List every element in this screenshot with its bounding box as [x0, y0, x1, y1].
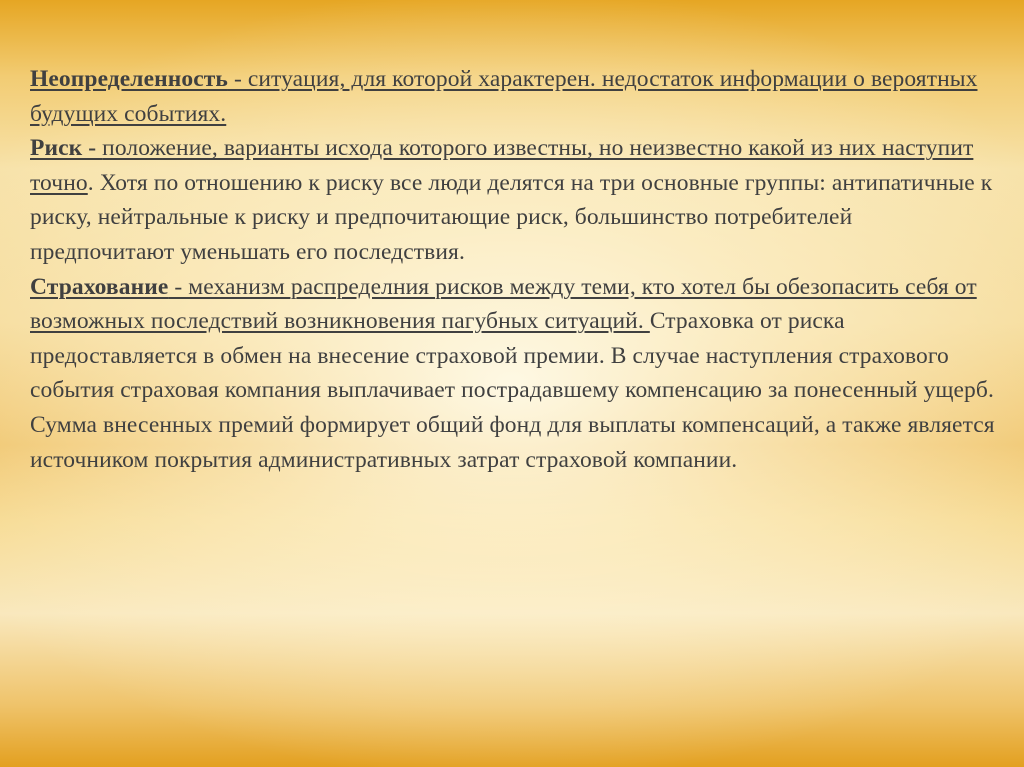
paragraph-risk: [30, 131, 1002, 269]
definition-uncertainty: - ситуация, для которой характерен. недостаток информации о вероятных будущих событиях.: [30, 66, 978, 127]
rest-insurance: Страховка от риска предоставляется в обмен на внесение страховой премии. В случае наступления страхового события страховая компания выплачивает пострадавшему компенсацию за понесенный ущерб. Сумма внесенных премий формирует общий фонд для выплаты компенсаций, а также является источником покрытия административных затрат страховой компании.: [30, 308, 995, 473]
term-uncertainty: Неопределенность: [30, 66, 228, 92]
definition-insurance: - механизм распределния рисков между теми, кто хотел бы обезопасить себя от возможных последствий возникновения пагубных ситуаций.: [30, 273, 977, 335]
slide-text: [30, 62, 1002, 477]
paragraph-insurance: [30, 270, 1002, 478]
paragraph-uncertainty: [30, 62, 1002, 131]
term-insurance: Страхование: [30, 273, 169, 300]
term-risk: Риск -: [30, 135, 103, 162]
rest-risk: . Хотя по отношению к риску все люди делятся на три основные группы: антипатичные к риску, нейтральные к риску и предпочитающие риск, большинство потребителей предпочитают уменьшать его последствия.: [30, 169, 993, 265]
definition-risk: положение, варианты исхода которого известны, но неизвестно какой из них наступит точно: [30, 135, 974, 196]
